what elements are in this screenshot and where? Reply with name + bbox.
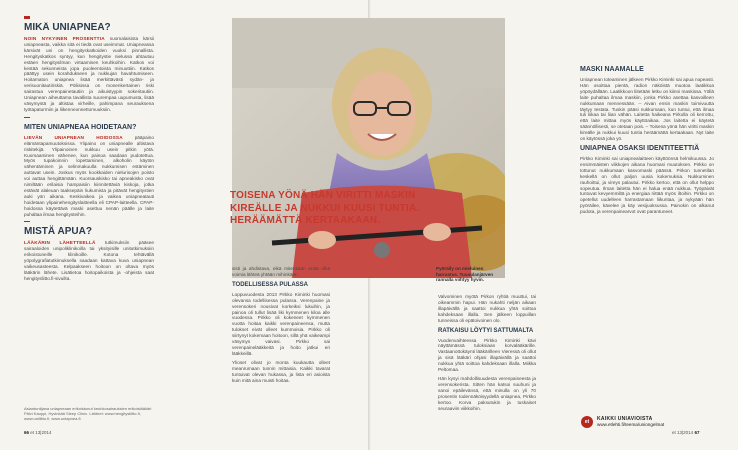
portrait-photo bbox=[232, 18, 505, 278]
logo-url-link[interactable]: www.etlehti.fi/teema/uniongelmat bbox=[597, 422, 665, 428]
right-section-body: Uniapnean toteaminen jälkeen Pirkko Kiminki sai apua nopeasti. Hän osoittaa pientä, radion näköistä muotoa laatikkoa yöpöydällään. Laatikkoon liitetään letku on kiinni maskissa. Yöllä laite puhaltaa ilmaa maskiin, jonka Pirkko asettaa kasvoilleen nukkumaan mennessään. – Aivan ensin maskin toimivuutta täytyy testata. Tuskin pääsi nukkumaan, kun tuntui, että ilmaa tuli liikaa tai liian vähän. Laitetta haikeana Pirkolla oli kerrottu, että laite mittaa myös käyttöaikaa. Jos laitetta ei käytetä säännöllisesti, se otetaan pois. – Toisena yönä hän viritti maskin kireälle ja nukkui kuusi tuntia heräämättä kertaakaan. Nyt laite on käytössä joka yö. bbox=[580, 77, 714, 142]
col-a-p2: Loppuvuodesta 2013 Pirkko Kiminki huomasi olevansa todellisessa pulassa. Verenpaine ja verensokeri nousivat korkeiksi lukuihin, ja painoa oli tullut lisää liki kymmenen kiloa alle vuodessa. Pirkko oli kokeneet kymmenen vuotta hoitaa kaikki verenpaineensa, mutta tulokset eivät olleet kummoisia. Pirkko oli siirtynyt kokemaan hoitoon, sillä yhä vaikeampi väsymys vaivasi. Pirkko sai verenpainelääkkeitä ja hoito jatkui eri lääkkeillä. bbox=[232, 291, 330, 356]
heading-identiteetti: UNIAPNEA OSAKSI IDENTITEETTIÄ bbox=[580, 144, 700, 152]
section2-lead: LIEVÄN UNIAPNEAN HOIDOSSA bbox=[24, 134, 123, 140]
col-b-p2: Vuodenvaihteessa Pirkko Kiminki kävi näyttämässä tuloksiaan korvalääkärille. Vastaanottokäynti lääkärilleen Vieressä oli ollut ja sisä lääkäri ohjasi illapäivällä ja saattoi nukkua yhtä soittoa kahdeksaan illalla. Miikka Peltomaa. bbox=[438, 337, 536, 373]
photo-caption: Pyöräily on mieluinen harrastus. Tuusulanjärven rannalla viihtyy hyvin. bbox=[436, 266, 494, 283]
logo-title: KAIKKI UNIAVIOISTA bbox=[597, 416, 653, 422]
left-magazine-issue: et 13|2014 bbox=[30, 430, 52, 435]
center-column-c bbox=[438, 294, 536, 444]
source-note: Asiantuntijana uniapneaan erikoistunut keuhkosairauksien erikoislääkäri Päivi Kauppi, Hyvinkää Sleep Clinic. Lähteet: www.hengitysliitto.fi, www.uniliitto.fi, www.uniapnea.fi bbox=[24, 406, 152, 421]
right-column bbox=[580, 64, 714, 409]
center-column-a bbox=[232, 266, 330, 446]
section1-lead: NOIN NYKYINEN PROSENTTIA bbox=[24, 36, 105, 41]
right-page-number: 67 bbox=[694, 430, 700, 435]
section2-text: pääpaino elämäntapamuutoksissa. Ylipaino on uniapnealle altistava riskitekijä. Ylipainoinen nukkuu usein pitkin yötä. Kuorsaaminen vähenee, kun painoa saadaan pudotettua. Myös tupakoinnin lopettaminen, alkoholin käytön vähentäminen ja selinmakuulla nukkumisen estäminen auttavat usein. Joskus myös kookkaiden nielurisojen poisto voi auttaa hengittämään. Kuorsauskisko tai apneakisko ovat nimiltään erilaisia hampaisiin kiinnitettäviä kiskoja, jotka estävät alaleuan taaksepäin liukumista ja pitävät hengitystien auki yön aikana. Keskivaikea ja vaikea uniapneatauti hoidetaan ylipainehengityslaitteella eli CPAP-laitteella. CPAP-hoidossa käytettävä maski asettuu nenän päälle ja laite puhaltaa ilmaa hengitysteihin. bbox=[24, 134, 154, 217]
section1-body bbox=[24, 36, 154, 113]
left-page-number: 66 bbox=[24, 430, 30, 435]
center-column-b bbox=[337, 266, 435, 446]
right-section2-body: Pirkko Kiminki sai uniapnealaitteen käyttöönsä helmikuussa. Jo ensimmäisten viikkojen aikana huomasi muutoksen. Pirkko on tottunut nukkumaan kasvomaski päässä. Pirkon tunnetilan keskellä on ollut paljon uusia kokemuksia. Nukkuminen rauhoittui, ja vireys palautui. Pirkko kertoo, että on ollut helppo sopeutua. Ilman laitetta hän ei halua enää nukkua. Työpäivät tuntuvat kevyemmiltä ja energiaa riittää myös iltoihin. Pirkko on opetellut uudelleen harrastamaan liikuntaa, ja nykyään hän pyöräilee, kävelee ja käy vesijuoksussa. Painokin on alkanut pudota, ja verenpainearvot ovat parantuneet. bbox=[580, 155, 714, 215]
heading-mista-apua: MISTÄ APUA? bbox=[24, 226, 92, 238]
right-footer bbox=[672, 430, 699, 435]
et-logo-icon: et bbox=[581, 416, 593, 428]
heading-todellisessa-pulassa: TODELLISESSA PULASSA bbox=[232, 281, 309, 288]
col-b-p1: Valvominen myötä Pirkon ryhtiä muuttui, tai oikeammin hapui. Hän nukahti neljän aikaan illapäivällä ja saattoi nukkua yhtä soittoa kahdeksaan illalla. Sen jälkeen loppuillan tunneissa oli epätoivoinen olo. bbox=[438, 294, 536, 323]
logo-block bbox=[597, 417, 717, 428]
accent-bar bbox=[24, 16, 30, 19]
right-magazine-issue: et 13|2014 bbox=[672, 430, 694, 435]
col-a-p3: Ylioset olivat jo monta kuukautta olleet meanrumaan tunnin mittaisia. Kaikki tavarat tuntuivat olevan hukassa, ja lista eri asioista kuin mitä aina muisti hoitaa. bbox=[232, 359, 330, 383]
section1-text: suomalaisista kärsii uniapneasta, vaikka sitä ei tiedä ovat useimmat. Uniapneassa kärsivät uni on hengityskatkoiden vuoksi pinnallista. Hengityskatkos syntyy, kun hengitystie nielussa ahtautuu estäen hengitysilman virtaamisen keuhkoihin. Katkos voi kestää sekunneista jopa puoleentoista minuuttiin. Katkos päättyy usein korahdukseen ja nukkujan havahtumiseen. Hoitamaton uniapnea lisää merkittävästi sydän- ja verisuonitautiriskiä. Pöliisissa on monenkertainen riski sairastua verenpainetautiin ja aikuistyypin sokeritautiin. Uniapnean aiheuttama tavallista suurempaa uupumusta, lisää väsymystä ja altistaa virheille, pahimpana seurauksena työtapaturmiin ja liikenneonnettomuuksiin. bbox=[24, 36, 154, 112]
woman-with-bicycle-illustration bbox=[232, 18, 505, 278]
heading-ratkaisu-loytyi: RATKAISU LÖYTYI SATTUMALTA bbox=[438, 327, 534, 334]
pullquote: TOISENA YÖNÄ HÄN VIRITTI MASKIN KIREÄLLE JA NUKKUI KUUSI TUNTIA. HERÄÄMÄTTÄ KERTAAKAAN. bbox=[230, 190, 420, 226]
col-a-p1: sisti ja ahdistava, eikä mitenkään enää ollut voimia lähteä yhtään mihinkään. bbox=[232, 266, 330, 277]
section2-body bbox=[24, 135, 154, 218]
left-column bbox=[24, 22, 154, 402]
col-b-p3: Hän kysyi mahdollisuudesta verenpaineesta ja verensokerista. Sitten hän katsoi suuhuni ja sanoi epäilevänsä, että minulla on yli 70 prosentin todennäköisyydellä uniapnea, Pirkko kertoo. Korva paksutukin ja tuskaiset seuraaviin viikkoihin. bbox=[438, 375, 536, 411]
section3-text: tutkimuksiin pääsee sairaaloiden unipoliklinikoilla tai yksityisille unitutkimuksiin erikoistuneille klinikoille. Kotona tehtävällä yöpolygrafiatutkimuksella saadaan kattava kuva uniapnean vaikeusasteesta. Kelpaakseen hoitoon on oltava myös lääkärin lähete. Lisätietoa hoitopaikoista ja -ohjeista saat hengitysliitto.fi-sivuilta. bbox=[24, 240, 154, 281]
heading-maski-naamalle: MASKI NAAMALLE bbox=[580, 66, 644, 73]
left-footer bbox=[24, 430, 51, 435]
section3-body bbox=[24, 240, 154, 281]
heading-miten-hoidetaan: MITEN UNIAPNEAA HOIDETAAN? bbox=[24, 123, 137, 131]
section3-lead: LÄÄKÄRIN LÄHETTEELLÄ bbox=[24, 240, 96, 246]
heading-mika-uniapnea: MIKÄ UNIAPNEA? bbox=[24, 22, 111, 33]
